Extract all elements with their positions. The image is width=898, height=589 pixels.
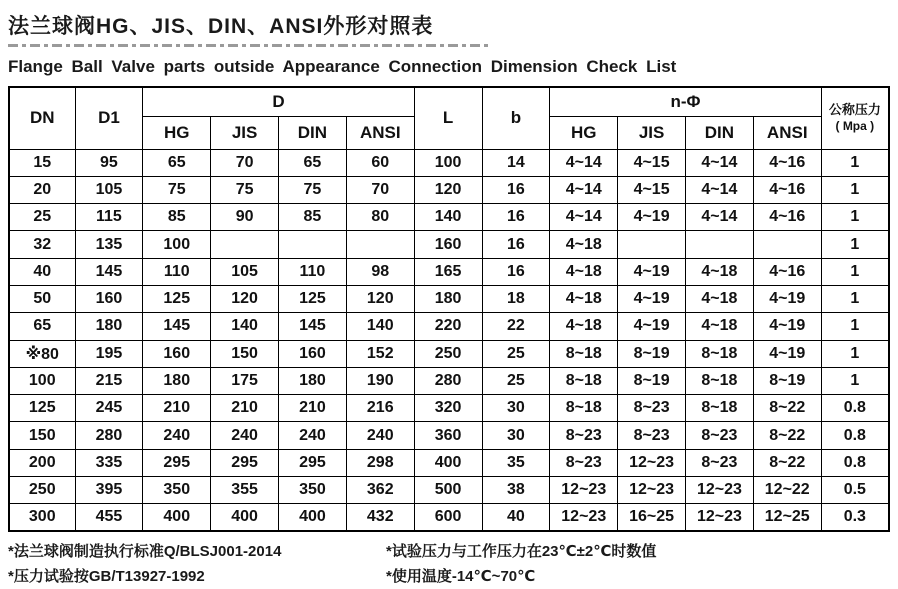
cell: 1 xyxy=(821,231,889,258)
table-body xyxy=(9,149,889,531)
cell: 4~19 xyxy=(753,313,821,340)
cell: 4~19 xyxy=(618,313,686,340)
cell: 210 xyxy=(211,395,279,422)
cell: 8~19 xyxy=(753,367,821,394)
cell: 8~23 xyxy=(550,422,618,449)
cell: 1 xyxy=(821,340,889,367)
cell: 295 xyxy=(143,449,211,476)
cell: 12~23 xyxy=(550,477,618,504)
table-row xyxy=(9,449,889,476)
cell: 8~23 xyxy=(618,422,686,449)
cell: 35 xyxy=(482,449,550,476)
cell: 4~14 xyxy=(550,176,618,203)
cell: 16 xyxy=(482,231,550,258)
cell: 100 xyxy=(143,231,211,258)
cell: 8~22 xyxy=(753,449,821,476)
cell: 40 xyxy=(9,258,75,285)
footnote-test-condition: *试验压力与工作压力在23℃±2℃时数值 xyxy=(386,543,657,561)
cell: 125 xyxy=(279,285,347,312)
footnote-standard: *法兰球阀制造执行标准Q/BLSJ001-2014 xyxy=(8,543,282,561)
cell: 70 xyxy=(346,176,414,203)
cell: 140 xyxy=(211,313,279,340)
cell: 40 xyxy=(482,504,550,531)
cell: 8~19 xyxy=(618,367,686,394)
cell: 350 xyxy=(279,477,347,504)
table-row xyxy=(9,422,889,449)
cell: 8~18 xyxy=(550,340,618,367)
cell: 8~18 xyxy=(550,367,618,394)
cell: 4~14 xyxy=(550,204,618,231)
cell: 220 xyxy=(414,313,482,340)
cell: 90 xyxy=(211,204,279,231)
cell: 295 xyxy=(279,449,347,476)
cell: 105 xyxy=(75,176,143,203)
cell: 4~18 xyxy=(686,258,754,285)
cell: 4~14 xyxy=(686,149,754,176)
cell: 195 xyxy=(75,340,143,367)
table-row xyxy=(9,149,889,176)
cell: 432 xyxy=(346,504,414,531)
col-header-n-jis: JIS xyxy=(618,116,686,149)
cell: 12~23 xyxy=(618,449,686,476)
cell: 65 xyxy=(279,149,347,176)
table-row xyxy=(9,313,889,340)
cell: 180 xyxy=(75,313,143,340)
cell xyxy=(211,231,279,258)
col-group-n-phi: n-Φ xyxy=(550,87,821,116)
cell: 14 xyxy=(482,149,550,176)
cell: 100 xyxy=(9,367,75,394)
col-header-d1: D1 xyxy=(75,87,143,149)
col-header-n-din: DIN xyxy=(686,116,754,149)
cell: 145 xyxy=(75,258,143,285)
cell: 4~15 xyxy=(618,176,686,203)
table-row xyxy=(9,367,889,394)
cell: 8~18 xyxy=(686,340,754,367)
cell: 12~22 xyxy=(753,477,821,504)
table-row xyxy=(9,231,889,258)
cell: 120 xyxy=(211,285,279,312)
cell: 1 xyxy=(821,313,889,340)
cell: 20 xyxy=(9,176,75,203)
col-header-d-jis: JIS xyxy=(211,116,279,149)
cell: 175 xyxy=(211,367,279,394)
col-header-dn: DN xyxy=(9,87,75,149)
cell: 135 xyxy=(75,231,143,258)
pressure-unit: ( Mpa ) xyxy=(835,119,875,134)
cell: 4~16 xyxy=(753,258,821,285)
cell: 8~23 xyxy=(686,422,754,449)
cell: 15 xyxy=(9,149,75,176)
cell: 400 xyxy=(211,504,279,531)
table-row xyxy=(9,285,889,312)
cell: 8~18 xyxy=(550,395,618,422)
cell: 300 xyxy=(9,504,75,531)
cell: 4~18 xyxy=(686,313,754,340)
cell: 4~18 xyxy=(550,285,618,312)
cell: 1 xyxy=(821,258,889,285)
cell: 4~19 xyxy=(618,204,686,231)
cell: 30 xyxy=(482,422,550,449)
cell: 22 xyxy=(482,313,550,340)
cell: 0.5 xyxy=(821,477,889,504)
cell: 280 xyxy=(414,367,482,394)
cell: 240 xyxy=(279,422,347,449)
cell: 335 xyxy=(75,449,143,476)
col-header-n-ansi: ANSI xyxy=(753,116,821,149)
cell: 160 xyxy=(75,285,143,312)
cell: 98 xyxy=(346,258,414,285)
cell: 180 xyxy=(279,367,347,394)
cell: 65 xyxy=(9,313,75,340)
cell: 8~23 xyxy=(550,449,618,476)
cell: 38 xyxy=(482,477,550,504)
cell: 4~19 xyxy=(753,340,821,367)
cell: 295 xyxy=(211,449,279,476)
cell: 85 xyxy=(143,204,211,231)
cell: 50 xyxy=(9,285,75,312)
table-row xyxy=(9,477,889,504)
cell: 110 xyxy=(279,258,347,285)
cell: 95 xyxy=(75,149,143,176)
cell: 400 xyxy=(279,504,347,531)
footnotes xyxy=(8,539,890,589)
cell: 8~18 xyxy=(686,395,754,422)
pressure-label: 公称压力 xyxy=(828,102,881,117)
cell: 4~16 xyxy=(753,176,821,203)
col-header-l: L xyxy=(414,87,482,149)
cell xyxy=(346,231,414,258)
cell: 160 xyxy=(279,340,347,367)
cell: 240 xyxy=(346,422,414,449)
col-header-d-din: DIN xyxy=(279,116,347,149)
cell: 4~18 xyxy=(550,231,618,258)
cell: 65 xyxy=(143,149,211,176)
cell: 75 xyxy=(211,176,279,203)
page-subtitle: Flange Ball Valve parts outside Appearance Connection Dimension Check List xyxy=(8,57,677,76)
cell: 25 xyxy=(9,204,75,231)
cell xyxy=(618,231,686,258)
cell: 115 xyxy=(75,204,143,231)
col-header-n-hg: HG xyxy=(550,116,618,149)
table-row xyxy=(9,176,889,203)
cell xyxy=(279,231,347,258)
title-underline-divider xyxy=(8,44,490,47)
cell: 350 xyxy=(143,477,211,504)
cell: 360 xyxy=(414,422,482,449)
cell: 12~23 xyxy=(686,504,754,531)
cell: 16 xyxy=(482,176,550,203)
cell: 4~18 xyxy=(550,313,618,340)
cell: 120 xyxy=(414,176,482,203)
cell: 145 xyxy=(279,313,347,340)
cell: 250 xyxy=(414,340,482,367)
cell: 320 xyxy=(414,395,482,422)
cell xyxy=(686,231,754,258)
cell: 355 xyxy=(211,477,279,504)
cell: 190 xyxy=(346,367,414,394)
cell: 16 xyxy=(482,258,550,285)
cell: 150 xyxy=(211,340,279,367)
cell: 0.8 xyxy=(821,422,889,449)
cell: 145 xyxy=(143,313,211,340)
cell: 25 xyxy=(482,340,550,367)
cell: 1 xyxy=(821,367,889,394)
cell: 240 xyxy=(143,422,211,449)
cell: 125 xyxy=(143,285,211,312)
footnote-pressure-test: *压力试验按GB/T13927-1992 xyxy=(8,568,205,586)
cell: 60 xyxy=(346,149,414,176)
table-row xyxy=(9,204,889,231)
cell: 70 xyxy=(211,149,279,176)
cell: 150 xyxy=(9,422,75,449)
cell: ※80 xyxy=(9,340,75,367)
cell xyxy=(753,231,821,258)
table-header xyxy=(9,87,889,149)
cell: 210 xyxy=(143,395,211,422)
cell: 1 xyxy=(821,149,889,176)
cell: 30 xyxy=(482,395,550,422)
cell: 18 xyxy=(482,285,550,312)
cell: 1 xyxy=(821,285,889,312)
cell: 75 xyxy=(143,176,211,203)
cell: 0.8 xyxy=(821,395,889,422)
cell: 210 xyxy=(279,395,347,422)
cell: 125 xyxy=(9,395,75,422)
cell: 280 xyxy=(75,422,143,449)
col-header-d-ansi: ANSI xyxy=(346,116,414,149)
cell: 12~23 xyxy=(686,477,754,504)
cell: 140 xyxy=(346,313,414,340)
cell: 362 xyxy=(346,477,414,504)
cell: 245 xyxy=(75,395,143,422)
cell: 4~18 xyxy=(686,285,754,312)
table-row xyxy=(9,258,889,285)
cell: 160 xyxy=(414,231,482,258)
cell: 165 xyxy=(414,258,482,285)
cell: 4~14 xyxy=(550,149,618,176)
cell: 8~22 xyxy=(753,395,821,422)
cell: 80 xyxy=(346,204,414,231)
cell: 110 xyxy=(143,258,211,285)
cell: 105 xyxy=(211,258,279,285)
cell: 500 xyxy=(414,477,482,504)
table-row xyxy=(9,504,889,531)
cell: 240 xyxy=(211,422,279,449)
cell: 4~15 xyxy=(618,149,686,176)
cell: 75 xyxy=(279,176,347,203)
cell: 1 xyxy=(821,176,889,203)
cell: 298 xyxy=(346,449,414,476)
cell: 120 xyxy=(346,285,414,312)
cell: 152 xyxy=(346,340,414,367)
cell: 4~16 xyxy=(753,204,821,231)
cell: 16 xyxy=(482,204,550,231)
cell: 12~23 xyxy=(550,504,618,531)
cell: 4~14 xyxy=(686,176,754,203)
cell: 600 xyxy=(414,504,482,531)
cell: 180 xyxy=(414,285,482,312)
footnote-temperature: *使用温度-14℃~70℃ xyxy=(386,568,536,586)
page-title: 法兰球阀HG、JIS、DIN、ANSI外形对照表 xyxy=(8,15,434,38)
cell: 160 xyxy=(143,340,211,367)
cell: 8~19 xyxy=(618,340,686,367)
cell: 215 xyxy=(75,367,143,394)
cell: 85 xyxy=(279,204,347,231)
dimension-table xyxy=(8,86,890,532)
table-row xyxy=(9,395,889,422)
cell: 8~23 xyxy=(618,395,686,422)
cell: 200 xyxy=(9,449,75,476)
cell: 1 xyxy=(821,204,889,231)
col-group-d: D xyxy=(143,87,414,116)
table-row xyxy=(9,340,889,367)
cell: 4~16 xyxy=(753,149,821,176)
cell: 400 xyxy=(414,449,482,476)
cell: 400 xyxy=(143,504,211,531)
cell: 100 xyxy=(414,149,482,176)
cell: 12~23 xyxy=(618,477,686,504)
cell: 140 xyxy=(414,204,482,231)
cell: 8~22 xyxy=(753,422,821,449)
cell: 12~25 xyxy=(753,504,821,531)
cell: 25 xyxy=(482,367,550,394)
col-header-d-hg: HG xyxy=(143,116,211,149)
cell: 250 xyxy=(9,477,75,504)
cell: 180 xyxy=(143,367,211,394)
cell: 455 xyxy=(75,504,143,531)
cell: 8~23 xyxy=(686,449,754,476)
cell: 216 xyxy=(346,395,414,422)
cell: 16~25 xyxy=(618,504,686,531)
cell: 4~19 xyxy=(618,258,686,285)
cell: 4~19 xyxy=(618,285,686,312)
cell: 4~19 xyxy=(753,285,821,312)
cell: 4~14 xyxy=(686,204,754,231)
cell: 4~18 xyxy=(550,258,618,285)
col-header-pressure xyxy=(821,87,889,149)
cell: 0.8 xyxy=(821,449,889,476)
cell: 32 xyxy=(9,231,75,258)
cell: 8~18 xyxy=(686,367,754,394)
cell: 395 xyxy=(75,477,143,504)
col-header-b: b xyxy=(482,87,550,149)
cell: 0.3 xyxy=(821,504,889,531)
